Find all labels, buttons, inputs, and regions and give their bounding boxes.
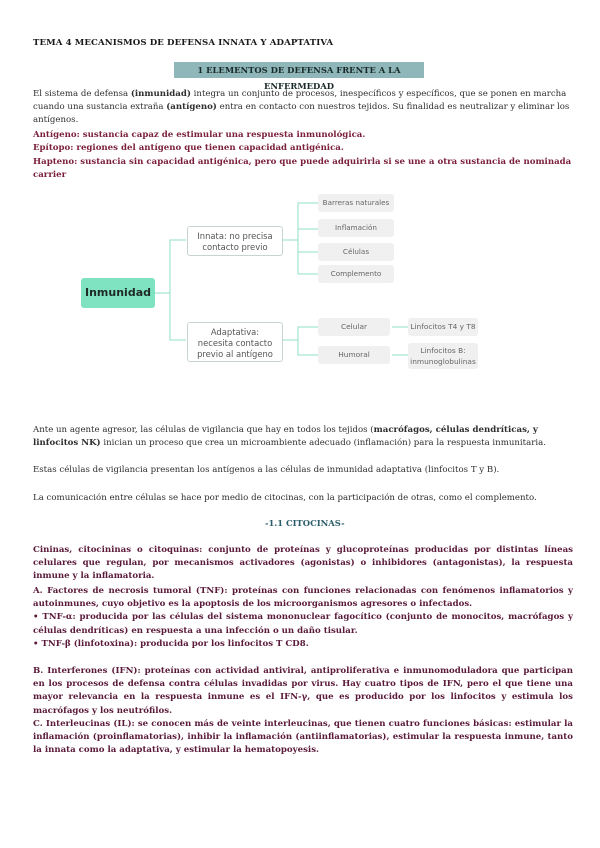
paragraph-vigilancia [33,424,573,450]
connector-innata-celulas [298,240,318,252]
intro-term-antigeno: (antígeno) [166,102,217,112]
diagram-node-adaptativa [187,322,283,362]
il-block: C. Interleucinas (IL): se conocen más de veinte interleucinas, que tienen cuatro funciones básicas: estimular la inflamación (proinflamatorias), inhibir la inflamación (antiinflamatorias), estimular la respuesta inmune, tanto la innata como la adaptativa, y estimular la hematopoyesis. [33,719,573,756]
connector-adapt-celular [283,327,318,340]
connector-innata-complemento [298,240,318,274]
adaptativa-label-line2: necesita contacto [197,338,273,348]
definition-hapteno: Hapteno: sustancia sin capacidad antigénica, pero que puede adquirirla si se une a otra sustancia de nominada carrier [33,156,572,180]
section-heading: 1 ELEMENTOS DE DEFENSA FRENTE A LA ENFERMEDAD [174,62,424,78]
definition-epitopo: Epítopo: regiones del antígeno que tienen capacidad antigénica. [33,143,344,154]
p1-text-a: Ante un agente agresor, las células de vigilancia que hay en todos los tejidos ( [33,425,374,435]
paragraph-comunicacion: La comunicación entre células se hace por medio de citocinas, con la participación de otras, como el complemento. [33,493,537,503]
innata-label-line2: contacto previo [202,242,268,252]
diagram-leaf-inflamacion: Inflamación [318,219,394,237]
diagram-leaf-humoral: Humoral [318,346,390,364]
linfocitos-b-line1: Linfocitos B: [420,346,466,355]
connector-innata-inflamacion [298,229,318,240]
linfocitos-b-line2: inmunoglobulinas [410,357,476,366]
tnf-beta: • TNF-β (linfotoxina): producida por los linfocitos T CD8. [33,638,309,649]
p1-bold-cells: macrófagos, células dendríticas, y linfocitos NK) [33,425,538,448]
diagram-leaf-celulas: Células [318,243,394,261]
diagram-leaf-barreras: Barreras naturales [318,194,394,212]
innata-label-line1: Innata: no precisa [197,231,273,241]
connector-root-innata [155,240,186,293]
diagram-leaf-complemento: Complemento [318,265,394,283]
intro-term-inmunidad: (inmunidad) [130,89,191,99]
connector-innata-barreras [283,203,318,240]
paragraph-presentacion: Estas células de vigilancia presentan los antígenos a las células de inmunidad adaptativa (linfocitos T y B). [33,465,500,475]
citocinas-intro: Cininas, citocininas o citoquinas: conjunto de proteínas y glucoproteínas producidas por distintas líneas celulares que regulan, por mecanismos activadores (agonistas) o inhibidores (antagonistas), la respuesta inmune y la inflamatoria. [33,545,573,582]
definition-antigeno: Antígeno: sustancia capaz de estimular una respuesta inmunológica. [33,130,366,140]
adaptativa-label-line1: Adaptativa: [210,327,260,337]
adaptativa-label-line3: previo al antígeno [197,349,273,359]
connector-adapt-humoral [298,340,318,355]
diagram-root-inmunidad: Inmunidad [81,278,155,308]
intro-text-c: integra un conjunto de procesos, inespecíficos y específicos, que se ponen en marcha cuando una sustancia extraña [33,89,567,112]
diagram-leaf-linfocitos-b [408,343,478,369]
diagram-leaf-linfocitos-t: Linfocitos T4 y T8 [408,318,478,336]
document-title: TEMA 4 MECANISMOS DE DEFENSA INNATA Y ADAPTATIVA [33,38,334,48]
intro-text-e: entra en contacto con nuestros tejidos. Su finalidad es neutralizar y eliminar los antígenos. [33,102,570,125]
citocinas-heading: -1.1 CITOCINAS- [265,518,345,528]
diagram-node-innata [187,226,283,256]
diagram-leaf-celular: Celular [318,318,390,336]
p1-text-c: inician un proceso que crea un microambiente adecuado (inflamación) para la respuesta inmunitaria. [100,438,546,448]
tnf-alpha: • TNF-α: producida por las células del sistema mononuclear fagocítico (conjunto de monocitos, macrófagos y células dendríticas) en respuesta a una infección o un daño tisular. [33,612,573,636]
ifn-block: B. Interferones (IFN): proteínas con actividad antiviral, antiproliferativa e inmunomoduladora que participan en los procesos de defensa contra células invadidas por virus. Hay cuatro tipos de IFN, pero el que tiene una mayor relevancia en la respuesta inmune es el IFN-γ, que es producido por los linfocitos y estimula los macrófagos y los neutrófilos. [33,666,573,716]
tnf-block [33,585,573,651]
connector-root-adaptativa [155,293,186,340]
intro-text-a: El sistema de defensa [33,89,131,99]
tnf-definition: A. Factores de necrosis tumoral (TNF): proteínas con funciones relacionadas con fenómenos inflamatorios y autoinmunes, cuyo objetivo es la apoptosis de los microorganismos agresores o infectados. [33,586,573,610]
